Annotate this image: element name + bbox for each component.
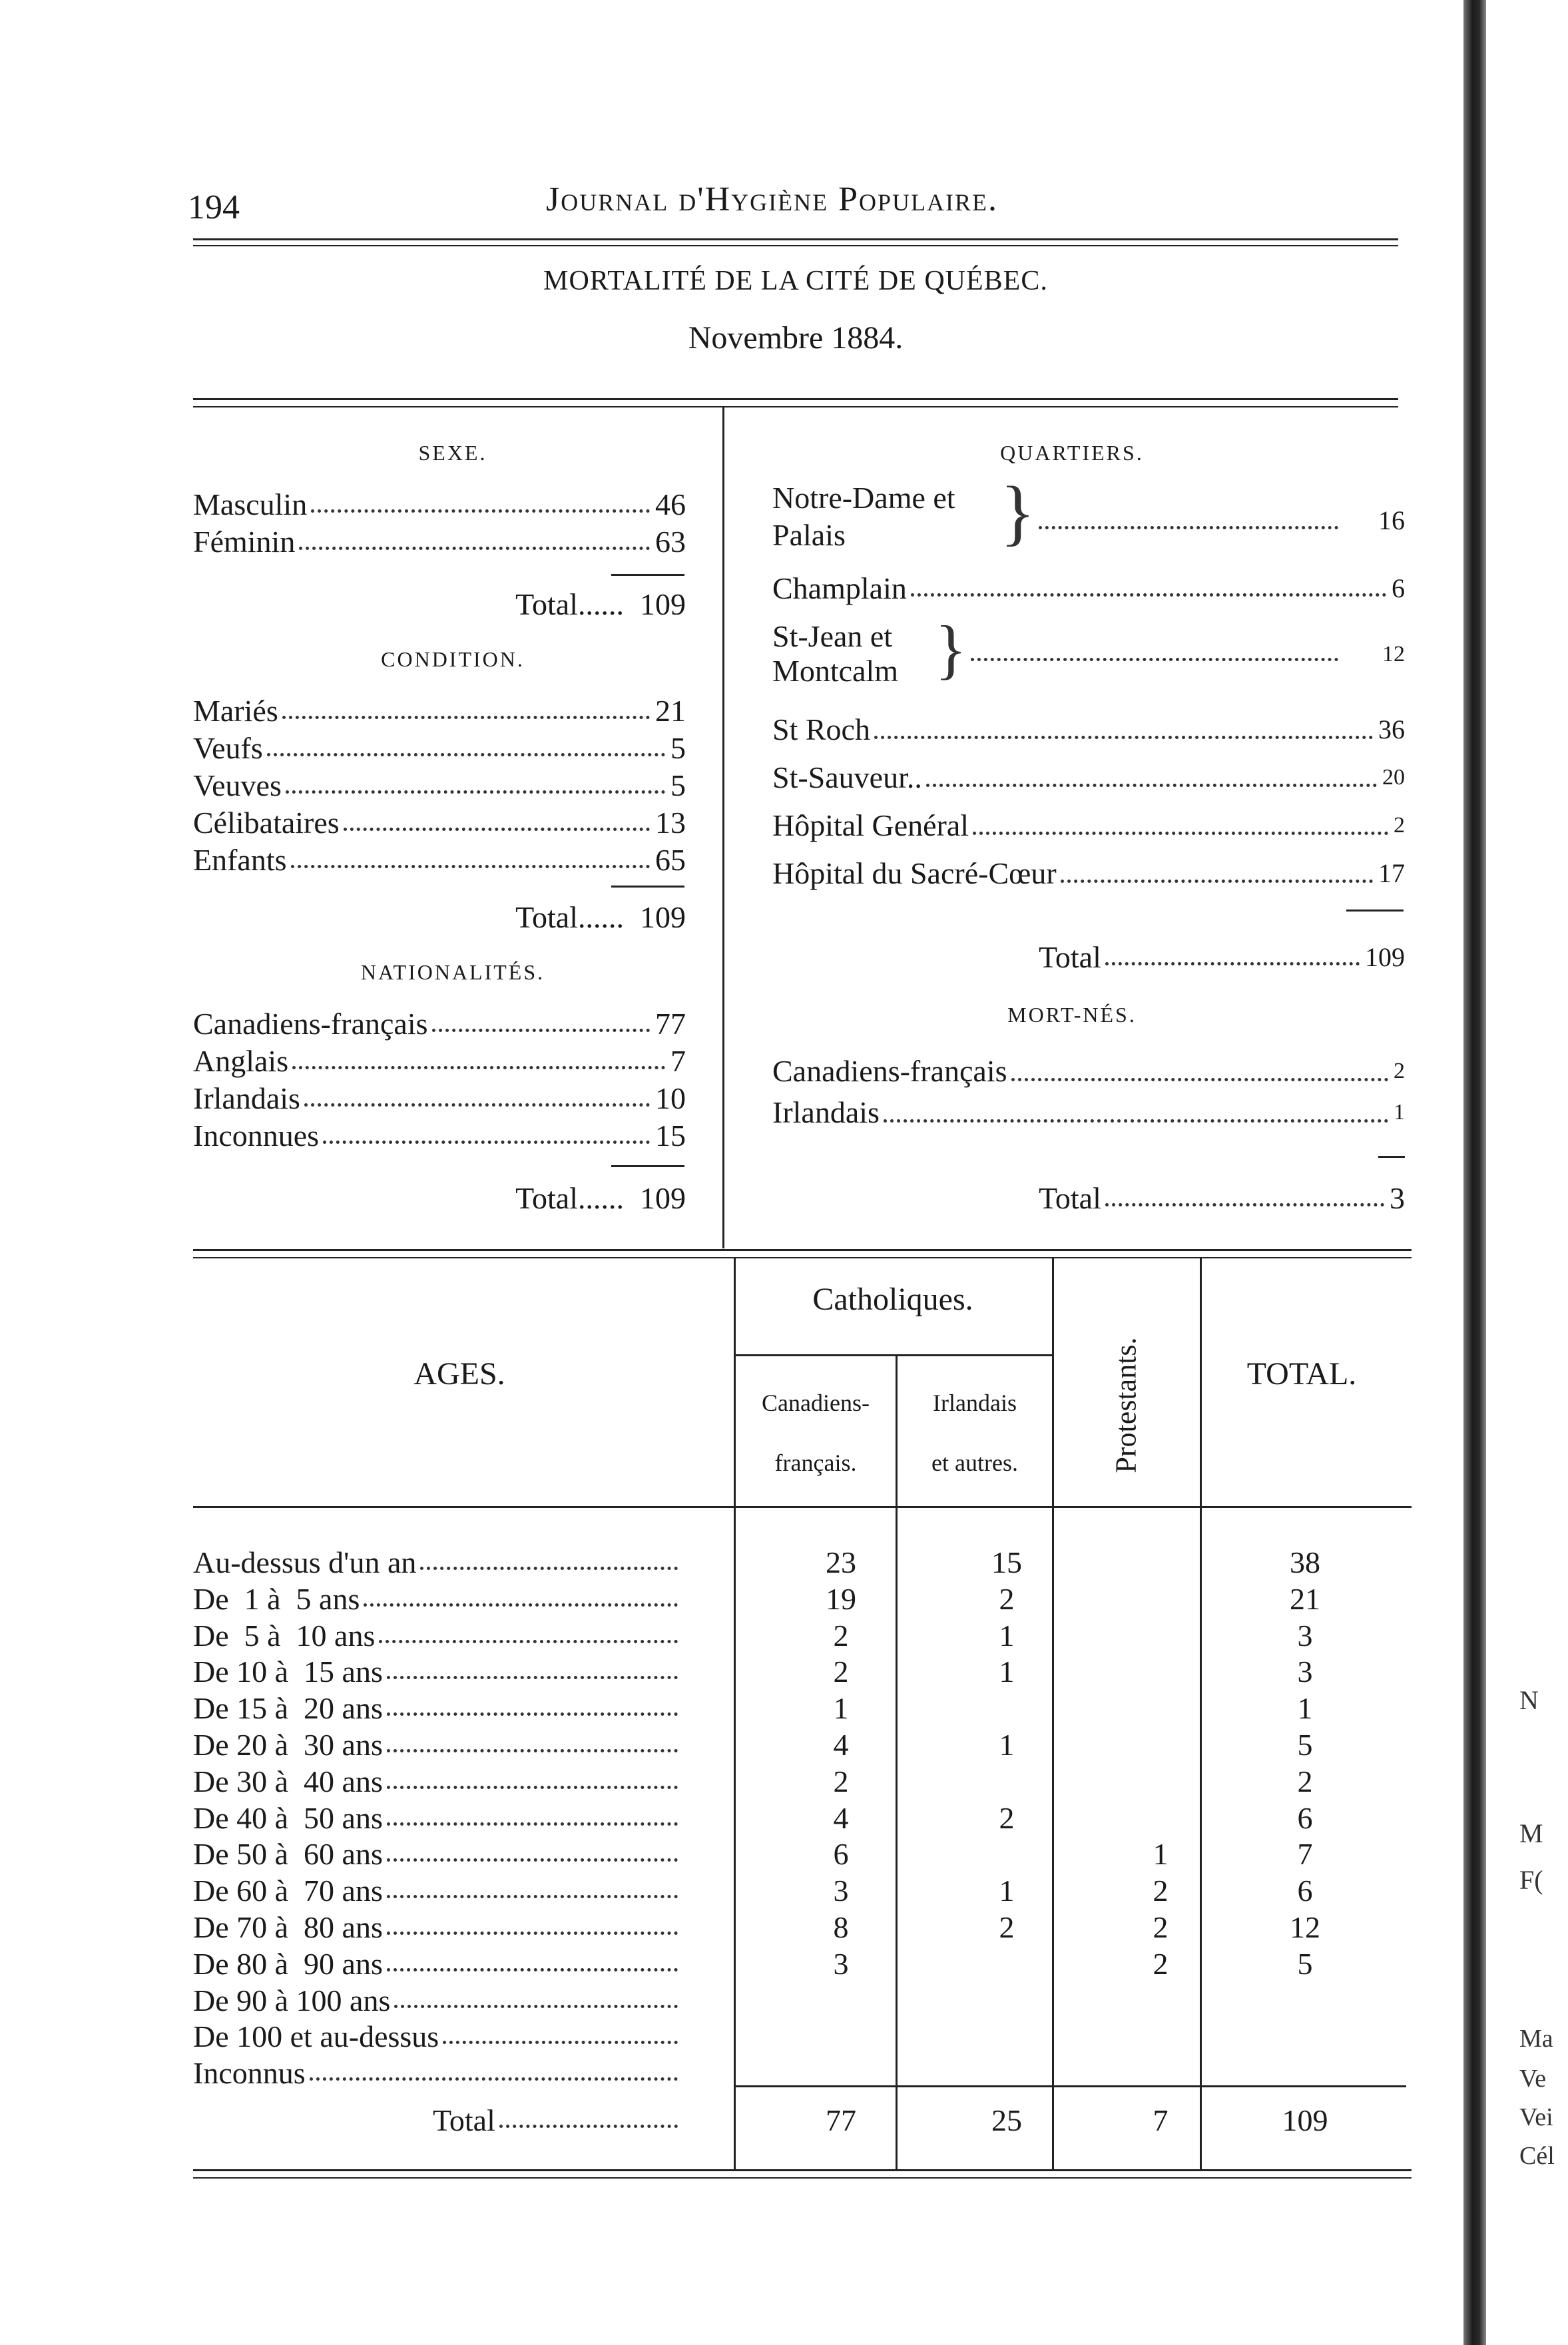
- table-row: [193, 1946, 1568, 1982]
- header-rule-2: [193, 245, 1398, 246]
- row-label: Veuves: [193, 768, 282, 802]
- leader-dots: [432, 1029, 650, 1032]
- row-label: Canadiens-français: [193, 1007, 428, 1041]
- row-value: 65: [655, 843, 686, 877]
- leader-dots: [884, 1119, 1388, 1123]
- list-item: [772, 706, 1405, 754]
- irlandais-header: [898, 1373, 1052, 1493]
- leader-dots: [291, 865, 650, 868]
- ages-table-top-rule-2: [193, 1257, 1412, 1258]
- list-item: [193, 767, 686, 804]
- list-item: [193, 486, 686, 523]
- total-value: 3: [1390, 1181, 1405, 1215]
- total-value: 109: [1365, 942, 1405, 972]
- leader-dots: [387, 1822, 678, 1826]
- leader-dots: [310, 2077, 678, 2081]
- book-spine-shadow: [1463, 0, 1486, 2345]
- quartier-label-line2: Montcalm: [772, 654, 899, 688]
- total-label: Total......: [515, 587, 624, 621]
- table-row: [193, 1727, 1568, 1763]
- mort-nes-heading: MORT-NÉS.: [1007, 1003, 1137, 1027]
- row-label-wrap: [193, 1946, 683, 1982]
- cell-protestants: 7: [1153, 2103, 1169, 2137]
- cell-total: 3: [1297, 1655, 1313, 1689]
- ages-header-rule: [193, 1506, 1412, 1508]
- row-label: De 15 à 20 ans: [193, 1691, 383, 1725]
- row-value: 63: [655, 525, 686, 559]
- brace: }: [1000, 471, 1035, 553]
- row-label: Hôpital du Sacré-Cœur: [772, 856, 1057, 890]
- catholiques-rule: [734, 1354, 1052, 1356]
- quartier-label-line1: St-Jean et: [772, 619, 893, 653]
- cell-irlandais: 1: [999, 1874, 1015, 1908]
- row-label-wrap: [193, 1910, 683, 1946]
- row-label: Féminin: [193, 525, 296, 559]
- row-label: De 10 à 15 ans: [193, 1655, 383, 1689]
- row-value: 2: [1394, 813, 1405, 838]
- row-value: 1: [1394, 1100, 1405, 1125]
- leader-dots: [292, 1066, 665, 1069]
- table-row: [193, 1873, 1568, 1909]
- sexe-total: [459, 586, 686, 623]
- row-label: De 70 à 80 ans: [193, 1910, 383, 1944]
- row-value: 77: [655, 1007, 686, 1041]
- page-number: 194: [188, 188, 240, 226]
- page-subtitle: Novembre 1884.: [688, 320, 904, 356]
- condition-heading: CONDITION.: [381, 647, 525, 671]
- leader-dots: [387, 1786, 678, 1789]
- top-table-rule: [193, 398, 1398, 400]
- cell-canadiens: 2: [833, 1619, 849, 1653]
- leader-dots: [926, 784, 1377, 787]
- row-label-wrap: [193, 1983, 683, 2019]
- cell-total: 1: [1297, 1691, 1313, 1725]
- cell-canadiens: 1: [833, 1691, 849, 1725]
- quartier-notre-dame: [772, 471, 1412, 566]
- subtotal-rule: [611, 1165, 684, 1167]
- row-label: De 1 à 5 ans: [193, 1582, 360, 1616]
- cell-canadiens: 3: [833, 1947, 849, 1981]
- row-value: 20: [1382, 765, 1405, 790]
- leader-dots: [971, 658, 1338, 661]
- row-label-wrap: [193, 1764, 683, 1800]
- total-value: 109: [640, 587, 686, 621]
- cell-total: 38: [1290, 1545, 1320, 1579]
- row-label-wrap: [193, 1581, 683, 1617]
- cell-total: 109: [1282, 2103, 1328, 2137]
- cell-irlandais: 1: [999, 1728, 1015, 1762]
- catholiques-header: Catholiques.: [812, 1282, 973, 1317]
- leader-dots: [443, 2041, 678, 2044]
- row-value: 21: [655, 694, 686, 728]
- subtotal-rule: [611, 886, 684, 888]
- leader-dots: [379, 1640, 678, 1643]
- ages-table-top-rule: [193, 1249, 1412, 1251]
- row-label: Au-dessus d'un an: [193, 1545, 417, 1579]
- cell-total: 5: [1297, 1947, 1313, 1981]
- mort-nes-list: [772, 1051, 1405, 1133]
- leader-dots: [387, 1749, 678, 1752]
- cell-total: 7: [1297, 1837, 1313, 1871]
- row-label: De 100 et au-dessus: [193, 2019, 439, 2053]
- total-value: 109: [640, 1181, 686, 1215]
- irlandais-header-line1: Irlandais: [933, 1390, 1017, 1416]
- canadiens-header-line1: Canadiens-: [762, 1390, 870, 1416]
- row-value: 6: [1392, 573, 1405, 603]
- row-label-wrap: [193, 1873, 683, 1909]
- leader-dots: [387, 1968, 678, 1971]
- subtotal-rule: [611, 574, 684, 576]
- table-row: [193, 1545, 1568, 1581]
- row-label: Hôpital Genéral: [772, 808, 969, 842]
- row-label: Enfants: [193, 843, 287, 877]
- condition-list: [193, 692, 686, 879]
- cell-total: 5: [1297, 1728, 1313, 1762]
- header-rule: [193, 238, 1398, 240]
- cell-total: 3: [1297, 1619, 1313, 1653]
- list-item: [772, 1092, 1405, 1133]
- table-row: [193, 1910, 1568, 1946]
- row-value: 15: [655, 1119, 686, 1153]
- quartiers-list: [772, 706, 1405, 898]
- leader-dots: [299, 547, 650, 550]
- cell-total: 6: [1297, 1874, 1313, 1908]
- cell-protestants: 2: [1153, 1874, 1169, 1908]
- leader-dots: [387, 1858, 678, 1862]
- leader-dots: [874, 736, 1373, 739]
- subtotal-rule: [1346, 910, 1404, 912]
- cell-canadiens: 19: [826, 1582, 856, 1616]
- row-value: 13: [655, 806, 686, 840]
- leader-dots: [364, 1603, 678, 1607]
- quartier-value: 12: [1382, 642, 1405, 666]
- list-item: [772, 754, 1405, 802]
- quartier-label: [772, 619, 898, 688]
- row-label-wrap: [193, 1691, 683, 1726]
- row-label-wrap: [193, 2019, 683, 2055]
- table-row: [193, 1691, 1568, 1726]
- table-row: [193, 2019, 1568, 2055]
- row-label: St Roch: [772, 712, 870, 746]
- leader-dots: [1011, 1078, 1388, 1081]
- cell-irlandais: 1: [999, 1619, 1015, 1653]
- cell-irlandais: 2: [999, 1910, 1015, 1944]
- cell-irlandais: 2: [999, 1801, 1015, 1835]
- leader-dots: [1105, 1203, 1384, 1206]
- cell-canadiens: 2: [833, 1655, 849, 1689]
- total-value: 109: [640, 900, 686, 934]
- total-label: Total......: [515, 900, 624, 934]
- row-label: Masculin: [193, 487, 308, 521]
- list-item: [193, 692, 686, 730]
- row-label: St-Sauveur..: [772, 760, 922, 794]
- row-label-wrap: [193, 1618, 683, 1654]
- total-label: Total: [1039, 940, 1101, 974]
- list-item: [193, 730, 686, 767]
- leader-dots: [267, 753, 665, 756]
- list-item: [193, 1043, 686, 1080]
- leader-dots: [387, 1712, 678, 1716]
- canadiens-header-line2: français.: [774, 1449, 857, 1476]
- row-label-wrap: [193, 1800, 683, 1836]
- row-label-wrap: [193, 2055, 683, 2091]
- cell-irlandais: 15: [991, 1545, 1022, 1579]
- leader-dots: [387, 1676, 678, 1679]
- cell-canadiens: 2: [833, 1764, 849, 1798]
- cell-irlandais: 2: [999, 1582, 1015, 1616]
- page-title: MORTALITÉ DE LA CITÉ DE QUÉBEC.: [543, 266, 1048, 296]
- quartier-label-line1: Notre-Dame et: [772, 481, 955, 515]
- row-value: 10: [655, 1081, 686, 1115]
- quartier-label-line2: Palais: [772, 518, 846, 552]
- table-row: [193, 1764, 1568, 1800]
- total-label: Total......: [515, 1181, 624, 1215]
- cell-total: 6: [1297, 1801, 1313, 1835]
- adjacent-page-fragment: F(: [1519, 1865, 1543, 1895]
- sexe-list: [193, 486, 686, 561]
- protestants-header: Protestants.: [1109, 1337, 1143, 1473]
- row-label: Anglais: [193, 1044, 289, 1078]
- row-label: Veufs: [193, 731, 263, 765]
- list-item: [193, 1117, 686, 1155]
- row-label: Célibataires: [193, 806, 340, 840]
- quartier-label: [772, 479, 955, 554]
- leader-dots: [499, 2125, 678, 2128]
- table-row: [193, 1618, 1568, 1654]
- list-item: [772, 1051, 1405, 1092]
- row-label: Irlandais: [772, 1095, 880, 1129]
- row-label: Mariés: [193, 694, 278, 728]
- mort-nes-total: [1039, 1180, 1405, 1217]
- nationalites-total: [459, 1180, 686, 1217]
- row-label: De 50 à 60 ans: [193, 1837, 383, 1871]
- row-value: 36: [1378, 714, 1405, 744]
- table-row: [193, 1654, 1568, 1690]
- row-value: 2: [1394, 1059, 1405, 1083]
- leader-dots: [387, 1895, 678, 1898]
- canadiens-header: [736, 1373, 896, 1493]
- cell-total: 2: [1297, 1764, 1313, 1798]
- row-label: Total: [433, 2103, 495, 2137]
- table-row: [193, 2103, 1568, 2139]
- leader-dots: [311, 509, 650, 513]
- ages-header: AGES.: [413, 1356, 505, 1392]
- list-item: [772, 802, 1405, 850]
- leader-dots: [344, 828, 650, 831]
- cell-canadiens: 3: [833, 1874, 849, 1908]
- total-label: Total: [1039, 1181, 1101, 1215]
- subtotal-rule: [1378, 1156, 1405, 1158]
- row-label-wrap: [193, 1654, 683, 1690]
- row-label-wrap: [193, 2103, 683, 2139]
- cell-canadiens: 23: [826, 1545, 856, 1579]
- leader-dots: [387, 1932, 678, 1935]
- quartiers-heading: QUARTIERS.: [1000, 441, 1144, 465]
- leader-dots: [394, 2005, 678, 2008]
- row-value: 46: [655, 487, 686, 521]
- table-row: [193, 1800, 1568, 1836]
- adjacent-page-fragment: Cél: [1519, 2142, 1555, 2170]
- adjacent-page-fragment: Vei: [1519, 2103, 1553, 2131]
- row-value: 5: [670, 768, 686, 802]
- cell-protestants: 1: [1153, 1837, 1169, 1871]
- row-label: Irlandais: [193, 1081, 300, 1115]
- adjacent-page-fragment: M: [1519, 1818, 1543, 1848]
- list-item: [772, 570, 1405, 607]
- cell-total: 12: [1290, 1910, 1320, 1944]
- row-label: De 80 à 90 ans: [193, 1947, 383, 1981]
- row-label: Inconnus: [193, 2056, 306, 2090]
- row-label: De 30 à 40 ans: [193, 1764, 383, 1798]
- leader-dots: [911, 593, 1386, 597]
- row-label: Inconnues: [193, 1119, 320, 1153]
- cell-irlandais: 25: [991, 2103, 1022, 2137]
- leader-dots: [420, 1567, 678, 1570]
- row-label: Canadiens-français: [772, 1054, 1007, 1088]
- cell-protestants: 2: [1153, 1947, 1169, 1981]
- table-row: [193, 1581, 1568, 1617]
- leader-dots: [1039, 526, 1338, 529]
- row-label: De 90 à 100 ans: [193, 1983, 391, 2017]
- running-head: Journal d'Hygiène Populaire.: [546, 180, 999, 218]
- list-item: [772, 850, 1405, 898]
- adjacent-page-fragment: N: [1519, 1685, 1539, 1715]
- row-label: De 40 à 50 ans: [193, 1801, 383, 1835]
- leader-dots: [304, 1103, 650, 1107]
- list-item: [193, 804, 686, 842]
- brace: }: [935, 612, 967, 686]
- row-label: De 5 à 10 ans: [193, 1619, 376, 1653]
- leader-dots: [286, 790, 665, 794]
- list-item: [193, 842, 686, 879]
- cell-canadiens: 4: [833, 1801, 849, 1835]
- irlandais-header-line2: et autres.: [931, 1449, 1018, 1476]
- list-item: [193, 1005, 686, 1043]
- adjacent-page-fragment: Ma: [1519, 2025, 1553, 2053]
- ages-total-rule: [734, 2085, 1406, 2087]
- row-label: Champlain: [772, 571, 907, 605]
- row-label-wrap: [193, 1545, 683, 1581]
- cell-canadiens: 4: [833, 1728, 849, 1762]
- ages-table-bottom-rule-2: [193, 2177, 1412, 2179]
- row-label: De 60 à 70 ans: [193, 1874, 383, 1908]
- panel-divider: [722, 406, 724, 1248]
- cell-canadiens: 6: [833, 1837, 849, 1871]
- condition-total: [459, 899, 686, 936]
- nationalites-list: [193, 1005, 686, 1155]
- row-label-wrap: [193, 1727, 683, 1763]
- leader-dots: [1105, 962, 1360, 965]
- sexe-heading: SEXE.: [418, 441, 487, 465]
- list-item: [193, 1080, 686, 1117]
- quartier-st-jean: [772, 612, 1412, 699]
- adjacent-page-fragment: Ve: [1519, 2065, 1547, 2093]
- ages-table-bottom-rule: [193, 2169, 1412, 2171]
- row-label: De 20 à 30 ans: [193, 1728, 383, 1762]
- table-row: [193, 1983, 1568, 2019]
- nationalites-heading: NATIONALITÉS.: [360, 960, 545, 984]
- cell-canadiens: 77: [826, 2103, 856, 2137]
- leader-dots: [973, 832, 1388, 835]
- quartier-value: 16: [1378, 505, 1405, 535]
- leader-dots: [282, 716, 650, 719]
- table-row: [193, 1836, 1568, 1872]
- total-header: TOTAL.: [1246, 1356, 1357, 1392]
- list-item: [193, 523, 686, 561]
- quartiers-total: [1039, 939, 1405, 976]
- cell-irlandais: 1: [999, 1655, 1015, 1689]
- row-label-wrap: [193, 1836, 683, 1872]
- row-value: 17: [1378, 858, 1405, 888]
- cell-total: 21: [1290, 1582, 1320, 1616]
- top-table-rule-2: [193, 406, 1398, 407]
- row-value: 7: [670, 1044, 686, 1078]
- leader-dots: [1061, 880, 1373, 883]
- row-value: 5: [670, 731, 686, 765]
- cell-canadiens: 8: [833, 1910, 849, 1944]
- leader-dots: [323, 1141, 650, 1144]
- cell-protestants: 2: [1153, 1910, 1169, 1944]
